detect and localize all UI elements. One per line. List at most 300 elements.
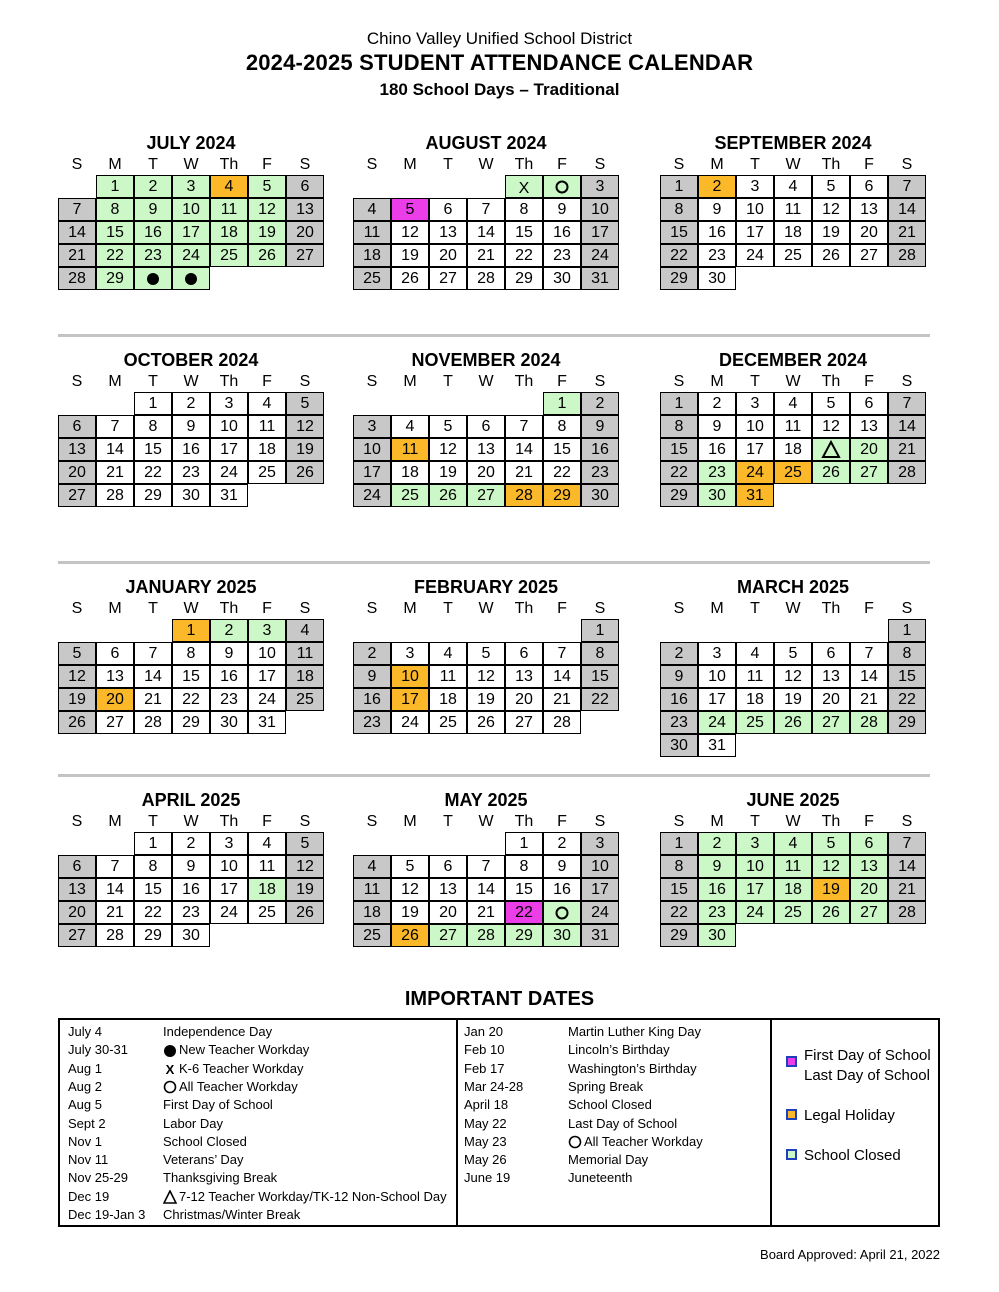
day-cell: 22 (505, 901, 543, 924)
day-cell: 26 (391, 267, 429, 290)
legend-holiday-label: Legal Holiday (804, 1107, 895, 1124)
day-cell: 30 (698, 484, 736, 507)
weekday-label: W (478, 156, 494, 173)
weekday-label: S (673, 600, 685, 617)
day-cell (543, 901, 581, 924)
day-cell: 19 (391, 244, 429, 267)
day-grid (58, 175, 324, 313)
day-cell (543, 175, 581, 198)
day-cell: 21 (543, 688, 581, 711)
day-cell: 10 (248, 642, 286, 665)
day-cell: 17 (736, 221, 774, 244)
day-cell: 25 (210, 244, 248, 267)
day-cell: 29 (505, 267, 543, 290)
day-cell: 29 (505, 924, 543, 947)
weekday-label: F (262, 813, 272, 830)
weekday-label: S (299, 373, 311, 390)
day-cell: 25 (353, 267, 391, 290)
day-cell: 9 (698, 415, 736, 438)
weekday-label: F (864, 373, 874, 390)
month-title: NOVEMBER 2024 (411, 350, 561, 370)
day-cell: 10 (736, 198, 774, 221)
weekday-label: Th (514, 813, 534, 830)
day-grid (58, 392, 324, 530)
day-cell: 28 (467, 267, 505, 290)
day-cell: 9 (172, 415, 210, 438)
day-cell: 14 (134, 665, 172, 688)
event-name-text: Martin Luther King Day (568, 1024, 701, 1039)
day-cell: 20 (58, 901, 96, 924)
day-cell: 3 (736, 392, 774, 415)
weekday-label: S (901, 600, 913, 617)
event-date: July 30-31 (68, 1042, 128, 1058)
day-cell: 28 (888, 901, 926, 924)
day-cell: 6 (850, 832, 888, 855)
day-cell: 9 (581, 415, 619, 438)
legend-closed-label: School Closed (804, 1147, 901, 1164)
day-cell: 6 (429, 198, 467, 221)
day-cell: 1 (543, 392, 581, 415)
weekday-label: F (557, 600, 567, 617)
event-date: Feb 17 (464, 1060, 505, 1076)
weekday-label: S (901, 813, 913, 830)
weekday-label: T (443, 156, 453, 173)
day-cell: 16 (543, 221, 581, 244)
day-cell: 19 (248, 221, 286, 244)
weekday-label: M (710, 813, 724, 830)
day-cell: 22 (660, 901, 698, 924)
month-title: FEBRUARY 2025 (413, 577, 559, 597)
day-cell: 5 (286, 392, 324, 415)
event-date: Feb 10 (464, 1042, 505, 1058)
weekday-label: M (403, 156, 417, 173)
orange-swatch (786, 1109, 797, 1120)
day-grid (353, 175, 619, 313)
weekday-label: T (750, 373, 760, 390)
event-name (163, 1133, 247, 1151)
day-cell: 3 (736, 832, 774, 855)
day-cell: 31 (581, 924, 619, 947)
day-cell: 14 (467, 221, 505, 244)
day-cell: 10 (581, 855, 619, 878)
day-cell: 15 (134, 878, 172, 901)
event-name (568, 1096, 652, 1114)
day-cell: 1 (96, 175, 134, 198)
day-cell: 18 (391, 461, 429, 484)
important-dates-box (58, 1018, 940, 1227)
day-cell: 5 (58, 642, 96, 665)
weekday-label: F (864, 813, 874, 830)
weekday-label: F (864, 600, 874, 617)
weekday-label: M (403, 373, 417, 390)
weekday-label: S (299, 813, 311, 830)
day-cell: 29 (888, 711, 926, 734)
day-cell: 14 (888, 415, 926, 438)
day-cell: 11 (248, 855, 286, 878)
dot-mark-icon (135, 268, 171, 289)
day-cell: 28 (96, 484, 134, 507)
event-date: Nov 25-29 (68, 1170, 128, 1186)
day-cell: 3 (581, 832, 619, 855)
weekday-header (353, 599, 619, 619)
day-cell: 4 (429, 642, 467, 665)
day-cell: 19 (467, 688, 505, 711)
day-cell: 22 (134, 901, 172, 924)
day-cell: 27 (96, 711, 134, 734)
weekday-label: T (148, 156, 158, 173)
triangle-mark-icon (813, 439, 849, 460)
weekday-label: W (183, 813, 199, 830)
event-name-text: Memorial Day (568, 1152, 649, 1168)
day-cell: 18 (429, 688, 467, 711)
district-name: Chino Valley Unified School District (366, 29, 633, 48)
day-cell: 7 (467, 198, 505, 221)
day-cell: 23 (698, 461, 736, 484)
event-name (568, 1169, 632, 1187)
month-title: APRIL 2025 (141, 790, 241, 810)
event-name-text: Juneteenth (568, 1170, 633, 1186)
day-cell: 22 (543, 461, 581, 484)
day-cell: 29 (96, 267, 134, 290)
day-cell: 2 (698, 392, 736, 415)
day-cell: 24 (736, 901, 774, 924)
day-cell: 3 (698, 642, 736, 665)
day-cell: 22 (660, 461, 698, 484)
day-cell: 17 (581, 221, 619, 244)
weekday-label: S (71, 600, 83, 617)
day-cell: 26 (774, 711, 812, 734)
month-june-2025 (660, 788, 926, 970)
day-cell: 4 (353, 855, 391, 878)
day-cell: 13 (467, 438, 505, 461)
weekday-header (58, 599, 324, 619)
weekday-header (58, 155, 324, 175)
day-cell: 1 (134, 832, 172, 855)
event-name (568, 1078, 643, 1096)
day-cell: 4 (353, 198, 391, 221)
day-cell: 29 (660, 924, 698, 947)
day-cell: 7 (134, 642, 172, 665)
triangle-symbol-icon (163, 1190, 177, 1204)
event-name (568, 1060, 697, 1078)
day-cell: 10 (172, 198, 210, 221)
day-cell: 5 (812, 832, 850, 855)
weekday-label: S (594, 156, 606, 173)
weekday-label: S (901, 156, 913, 173)
day-cell: 6 (58, 855, 96, 878)
weekday-label: T (750, 600, 760, 617)
weekday-header (660, 812, 926, 832)
day-cell: 14 (467, 878, 505, 901)
day-cell: 16 (134, 221, 172, 244)
day-cell: 14 (888, 855, 926, 878)
event-name-text: Washington’s Birthday (568, 1060, 697, 1076)
day-cell: 16 (698, 221, 736, 244)
weekday-header (660, 372, 926, 392)
dot-symbol-icon (163, 1044, 177, 1058)
day-cell: 30 (698, 924, 736, 947)
day-cell: 27 (429, 267, 467, 290)
day-cell: 10 (736, 855, 774, 878)
legend-last-day-label: Last Day of School (804, 1067, 930, 1084)
day-cell: 1 (660, 175, 698, 198)
day-cell: 8 (543, 415, 581, 438)
page-title: 2024-2025 STUDENT ATTENDANCE CALENDAR (245, 50, 754, 75)
day-cell: 17 (248, 665, 286, 688)
day-cell: 4 (210, 175, 248, 198)
day-cell: 28 (850, 711, 888, 734)
day-cell: 29 (660, 267, 698, 290)
day-cell: 9 (698, 855, 736, 878)
day-cell: 31 (581, 267, 619, 290)
day-cell: 5 (248, 175, 286, 198)
day-cell: 8 (134, 855, 172, 878)
day-cell: 4 (774, 392, 812, 415)
day-cell: 12 (812, 198, 850, 221)
month-january-2025 (58, 575, 324, 757)
important-dates-title: IMPORTANT DATES (404, 988, 595, 1010)
weekday-label: S (71, 373, 83, 390)
day-cell: 31 (210, 484, 248, 507)
weekday-label: M (403, 813, 417, 830)
month-september-2024 (660, 131, 926, 313)
day-cell: 16 (210, 665, 248, 688)
day-cell: 1 (134, 392, 172, 415)
day-cell: 4 (391, 415, 429, 438)
day-cell: 11 (391, 438, 429, 461)
event-name (163, 1096, 273, 1114)
day-cell: 2 (134, 175, 172, 198)
day-cell: 27 (467, 484, 505, 507)
day-cell: 28 (96, 924, 134, 947)
weekday-label: Th (821, 373, 841, 390)
weekday-label: S (673, 156, 685, 173)
day-cell: 31 (736, 484, 774, 507)
event-name (568, 1023, 701, 1041)
event-date: Aug 2 (68, 1078, 102, 1094)
weekday-header (58, 372, 324, 392)
weekday-label: F (262, 373, 272, 390)
x-symbol-icon (163, 1062, 177, 1076)
day-cell: 14 (543, 665, 581, 688)
event-name-text: Labor Day (163, 1115, 223, 1131)
day-cell: 29 (172, 711, 210, 734)
day-cell: 10 (698, 665, 736, 688)
day-cell: 30 (660, 734, 698, 757)
day-cell: 6 (467, 415, 505, 438)
day-cell: 16 (660, 688, 698, 711)
column-divider (770, 1020, 772, 1225)
weekday-label: M (108, 373, 122, 390)
day-cell: 17 (210, 878, 248, 901)
weekday-label: W (785, 373, 801, 390)
event-name-text: Last Day of School (568, 1115, 678, 1131)
day-cell: 23 (698, 901, 736, 924)
day-cell: 27 (58, 484, 96, 507)
day-cell: 8 (134, 415, 172, 438)
day-cell: 1 (660, 832, 698, 855)
day-cell: 2 (172, 392, 210, 415)
day-cell: 26 (248, 244, 286, 267)
weekday-label: W (183, 600, 199, 617)
day-cell: 28 (505, 484, 543, 507)
weekday-label: W (785, 156, 801, 173)
day-cell: 15 (505, 221, 543, 244)
month-title: DECEMBER 2024 (718, 350, 868, 370)
day-cell: 20 (467, 461, 505, 484)
day-cell: 25 (429, 711, 467, 734)
event-name-text: Christmas/Winter Break (163, 1207, 301, 1222)
weekday-label: T (443, 373, 453, 390)
svg-text:X: X (518, 180, 530, 197)
day-cell: 13 (850, 198, 888, 221)
day-cell: 21 (888, 878, 926, 901)
day-cell: 20 (850, 438, 888, 461)
row-separator (58, 774, 930, 777)
day-cell: 15 (96, 221, 134, 244)
day-cell: 18 (774, 878, 812, 901)
day-grid (353, 832, 619, 970)
month-february-2025 (353, 575, 619, 757)
weekday-label: W (785, 813, 801, 830)
day-cell: 15 (660, 438, 698, 461)
day-cell: 31 (698, 734, 736, 757)
day-cell: 18 (248, 878, 286, 901)
month-august-2024 (353, 131, 619, 313)
day-cell: 7 (888, 392, 926, 415)
circle-symbol-icon (163, 1080, 177, 1094)
weekday-header (58, 812, 324, 832)
month-december-2024 (660, 348, 926, 530)
day-cell: 23 (353, 711, 391, 734)
x-mark-icon (506, 176, 542, 197)
legend-first-day-label: First Day of School (804, 1047, 931, 1064)
day-cell: 7 (505, 415, 543, 438)
event-date: Aug 1 (68, 1060, 102, 1076)
day-cell: 19 (391, 901, 429, 924)
event-date: Dec 19 (68, 1188, 110, 1204)
circle-mark-icon (544, 176, 580, 197)
day-cell: 25 (248, 901, 286, 924)
day-cell: 6 (505, 642, 543, 665)
day-cell: 28 (543, 711, 581, 734)
day-cell: 18 (736, 688, 774, 711)
event-name (163, 1206, 300, 1224)
day-cell: 1 (660, 392, 698, 415)
day-cell: 28 (58, 267, 96, 290)
event-name-text: K-6 Teacher Workday (179, 1060, 304, 1076)
day-cell: 15 (172, 665, 210, 688)
event-date: May 23 (464, 1133, 507, 1149)
day-cell: 6 (96, 642, 134, 665)
day-cell: 3 (736, 175, 774, 198)
day-cell: 20 (286, 221, 324, 244)
day-cell: 22 (172, 688, 210, 711)
weekday-label: S (366, 813, 378, 830)
day-cell: 28 (888, 461, 926, 484)
event-date: Nov 1 (68, 1133, 102, 1149)
day-cell: 22 (505, 244, 543, 267)
day-cell: 21 (96, 461, 134, 484)
event-name (163, 1188, 447, 1206)
event-name (163, 1115, 223, 1133)
day-cell: 6 (812, 642, 850, 665)
month-title: MAY 2025 (444, 790, 528, 810)
event-date: Aug 5 (68, 1097, 102, 1113)
day-cell: 27 (850, 461, 888, 484)
day-cell: 24 (698, 711, 736, 734)
weekday-label: T (443, 600, 453, 617)
day-cell: 30 (698, 267, 736, 290)
month-title: SEPTEMBER 2024 (714, 133, 872, 153)
weekday-label: T (148, 373, 158, 390)
day-cell: 11 (774, 855, 812, 878)
day-cell: 30 (172, 484, 210, 507)
day-cell: 11 (286, 642, 324, 665)
day-cell: 23 (581, 461, 619, 484)
weekday-label: S (366, 600, 378, 617)
weekday-label: S (71, 156, 83, 173)
weekday-label: W (183, 156, 199, 173)
day-cell: 12 (248, 198, 286, 221)
day-cell: 23 (134, 244, 172, 267)
day-cell: 17 (353, 461, 391, 484)
day-cell: 26 (391, 924, 429, 947)
day-cell: 17 (736, 878, 774, 901)
day-cell: 23 (172, 901, 210, 924)
event-name (568, 1151, 648, 1169)
day-cell: 13 (505, 665, 543, 688)
magenta-swatch (786, 1056, 797, 1067)
weekday-label: S (594, 373, 606, 390)
day-cell: 7 (58, 198, 96, 221)
event-name-text: Independence Day (163, 1024, 273, 1039)
day-cell: 4 (736, 642, 774, 665)
day-cell: 27 (850, 901, 888, 924)
event-name-text: All Teacher Workday (584, 1133, 703, 1149)
day-cell: 26 (812, 461, 850, 484)
event-name-text: School Closed (163, 1133, 247, 1149)
event-date: July 4 (68, 1024, 102, 1039)
day-cell: 12 (774, 665, 812, 688)
day-cell: 24 (353, 484, 391, 507)
day-cell: 9 (543, 855, 581, 878)
day-cell: 8 (96, 198, 134, 221)
month-april-2025 (58, 788, 324, 970)
event-name (163, 1169, 277, 1187)
weekday-label: W (478, 600, 494, 617)
day-cell: 11 (774, 415, 812, 438)
weekday-label: M (108, 813, 122, 830)
event-name (163, 1078, 298, 1096)
day-cell: 13 (286, 198, 324, 221)
day-cell: 19 (58, 688, 96, 711)
day-cell: 29 (660, 484, 698, 507)
day-cell: 6 (850, 392, 888, 415)
weekday-label: T (750, 156, 760, 173)
day-cell: 16 (172, 438, 210, 461)
day-cell: 6 (58, 415, 96, 438)
day-cell: 18 (774, 438, 812, 461)
month-july-2024 (58, 131, 324, 313)
weekday-label: Th (821, 156, 841, 173)
weekday-label: M (108, 600, 122, 617)
weekday-label: S (299, 156, 311, 173)
day-cell: 27 (429, 924, 467, 947)
day-cell: 7 (888, 832, 926, 855)
weekday-label: M (710, 373, 724, 390)
day-cell: 16 (353, 688, 391, 711)
